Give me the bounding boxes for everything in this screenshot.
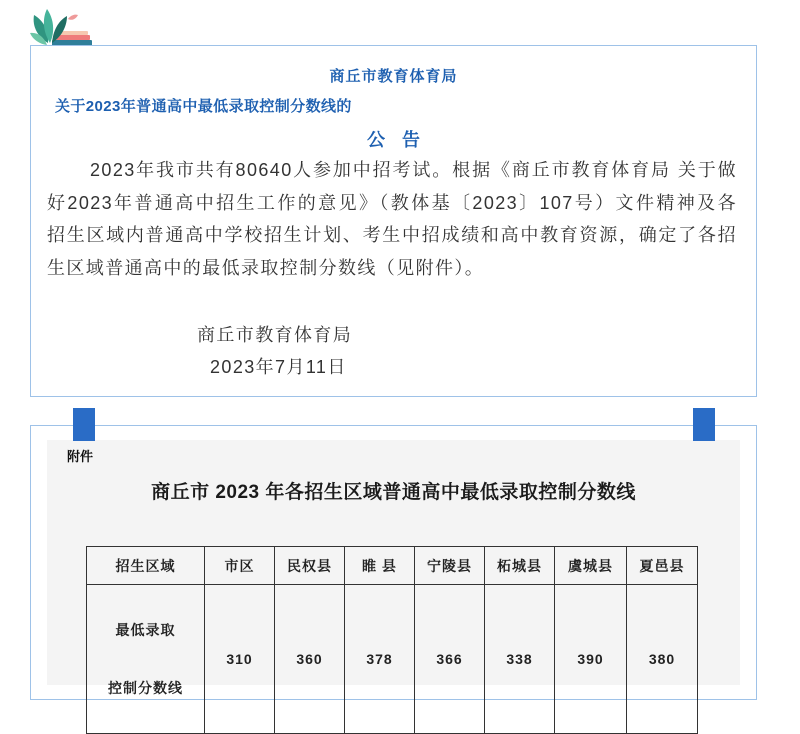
score-cell-urban: 310 [205,585,275,734]
row-label-cell [87,585,205,734]
header-cell-xiayi: 夏邑县 [627,547,698,585]
notice-body [47,154,737,284]
signature: 商丘市教育体育局 [197,325,353,345]
notice-subject: 关于2023年普通高中最低录取控制分数线的 [55,98,352,115]
table-header-row [87,547,698,585]
binder-tab-left [73,408,95,441]
attachment-title: 商丘市 2023 年各招生区域普通高中最低录取控制分数线 [151,482,636,503]
issuer-title: 商丘市教育体育局 [329,68,458,85]
score-cell-zhecheng: 338 [485,585,555,734]
score-cell-ningling: 366 [415,585,485,734]
notice-date: 2023年7月11日 [210,357,347,377]
notice-heading: 公 告 [366,130,426,150]
body-line: 2023年我市共有80640人参加中招考试。根据《商丘市教育体育局 关于做 [90,160,737,180]
body-line: 好2023年普通高中招生工作的意见》（教体基〔2023〕107号）文件精神及各 [47,192,737,213]
score-table [86,546,698,734]
header-cell-urban: 市区 [205,547,275,585]
header-cell-suixian: 睢 县 [345,547,415,585]
header-cell-yucheng: 虞城县 [555,547,627,585]
score-cell-suixian: 378 [345,585,415,734]
body-line: 招生区域内普通高中学校招生计划、考生中招成绩和高中教育资源，确定了各招 [47,225,737,245]
binder-tab-right [693,408,715,441]
score-cell-yucheng: 390 [555,585,627,734]
header-cell-zhecheng: 柘城县 [485,547,555,585]
score-cell-minquan: 360 [275,585,345,734]
table-row [87,585,698,734]
header-cell-ningling: 宁陵县 [415,547,485,585]
header-cell-minquan: 民权县 [275,547,345,585]
attachment-label: 附件 [67,449,94,464]
row-label-line: 控制分数线 [108,680,183,696]
score-cell-xiayi: 380 [627,585,698,734]
body-line: 生区域普通高中的最低录取控制分数线（见附件）。 [47,257,485,278]
attachment-image[interactable] [47,440,740,696]
notice-box [30,45,757,397]
plant-books-icon [30,7,96,47]
header-cell-region: 招生区域 [87,547,205,585]
row-label-line: 最低录取 [115,622,176,638]
attachment-box [30,425,757,700]
